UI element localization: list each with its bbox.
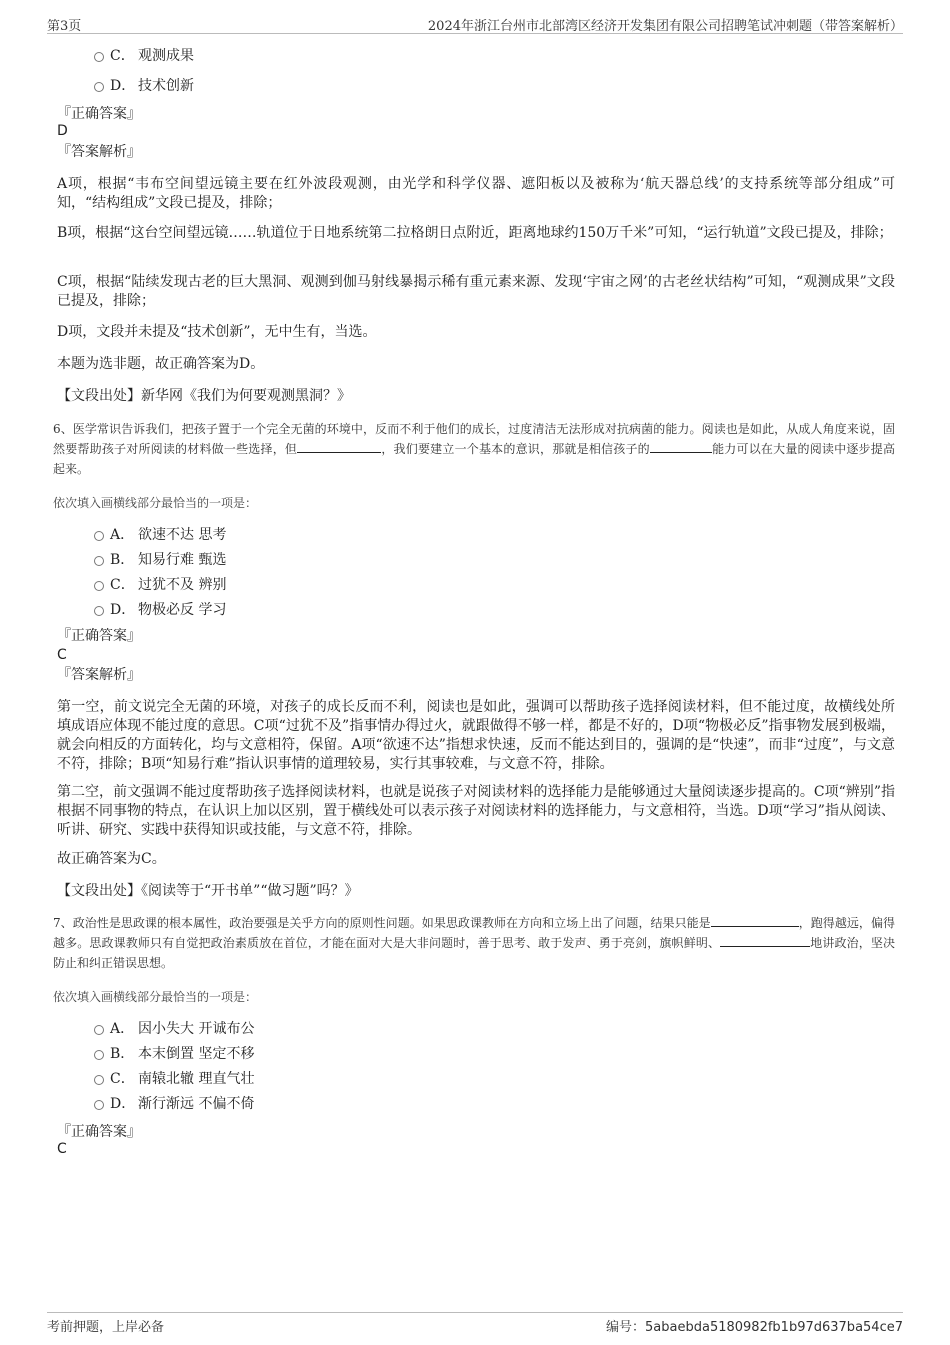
q6-blank-2 bbox=[650, 439, 712, 453]
q5-analysis-a: A项，根据“韦布空间望远镜主要在红外波段观测，由光学和科学仪器、遮阳板以及被称为‘航天器总线’的支持系统等部分组成”可知，“结构组成”文段已提及，排除； bbox=[57, 176, 895, 211]
q6-answer: C bbox=[57, 647, 67, 663]
footer-slogan: 考前押题，上岸必备 bbox=[47, 1320, 165, 1335]
q5-analysis-c: C项，根据“陆续发现古老的巨大黑洞、观测到伽马射线暴揭示稀有重元素来源、发现‘宇宙之网’的古老丝状结构”可知，“观测成果”文段已提及，排除； bbox=[57, 274, 895, 309]
document-code-value: 5abaebda5180982fb1b97d637ba54ce7 bbox=[645, 1320, 903, 1335]
q7-option-d[interactable]: D． 渐行渐远 不偏不倚 bbox=[94, 1094, 254, 1114]
q6-option-a[interactable]: A． 欲速不达 思考 bbox=[94, 525, 226, 545]
q7-option-a[interactable]: A． 因小失大 开诚布公 bbox=[94, 1019, 254, 1039]
q6-option-d[interactable]: D． 物极必反 学习 bbox=[94, 600, 226, 620]
document-title: 2024年浙江台州市北部湾区经济开发集团有限公司招聘笔试冲刺题（带答案解析） bbox=[427, 19, 903, 34]
q5-analysis-b: B项，根据“这台空间望远镜……轨道位于日地系统第二拉格朗日点附近，距离地球约150万千米”可知，“运行轨道”文段已提及，排除； bbox=[57, 225, 893, 241]
radio-icon[interactable] bbox=[94, 1050, 104, 1060]
q6-analysis-second-blank: 第二空，前文强调不能过度帮助孩子选择阅读材料，也就是说孩子对阅读材料的选择能力是能够通过大量阅读逐步提高的。C项“辨别”指根据不同事物的特点，在认识上加以区别，置于横线处可以表示孩子对阅读材料的选择能力，与文意相符，当选。D项“学习”指从阅读、听讲、研究、实践中获得知识或技能，与文意不符，排除。 bbox=[57, 784, 895, 838]
q5-conclusion: 本题为选非题，故正确答案为D。 bbox=[57, 356, 265, 372]
radio-icon[interactable] bbox=[94, 606, 104, 616]
q5-answer: D bbox=[57, 123, 68, 139]
page-number: 第3页 bbox=[47, 19, 82, 34]
radio-icon[interactable] bbox=[94, 1100, 104, 1110]
q5-source: 【文段出处】新华网《我们为何要观测黑洞？》 bbox=[57, 388, 351, 404]
q7-answer-label: 『正确答案』 bbox=[57, 1124, 141, 1140]
q6-stem: 6、医学常识告诉我们，把孩子置于一个完全无菌的环境中，反而不利于他们的成长，过度清洁无法形成对抗病菌的能力。阅读也是如此，从成人角度来说，固然要帮助孩子对所阅读的材料做一些选择，但 ，我们要建立一个基本的意识，那就是相信孩子的 能力可以在大量的阅读中逐步提高起来。 bbox=[53, 422, 895, 476]
q5-analysis-d: D项，文段并未提及“技术创新”，无中生有，当选。 bbox=[57, 324, 377, 340]
radio-icon[interactable] bbox=[94, 531, 104, 541]
q7-blank-2 bbox=[720, 933, 810, 947]
page-header bbox=[47, 13, 903, 34]
radio-icon[interactable] bbox=[94, 1075, 104, 1085]
q6-analysis-label: 『答案解析』 bbox=[57, 667, 141, 683]
radio-icon[interactable] bbox=[94, 581, 104, 591]
radio-icon[interactable] bbox=[94, 556, 104, 566]
q5-analysis-label: 『答案解析』 bbox=[57, 144, 141, 160]
q6-source: 【文段出处】《阅读等于“开书单”“做习题”吗？》 bbox=[57, 883, 359, 899]
page-footer bbox=[47, 1312, 903, 1337]
radio-icon[interactable] bbox=[94, 82, 104, 92]
q7-option-b[interactable]: B． 本末倒置 坚定不移 bbox=[94, 1044, 254, 1064]
q7-answer: C bbox=[57, 1141, 67, 1157]
q7-instruction: 依次填入画横线部分最恰当的一项是： bbox=[53, 990, 258, 1004]
q7-stem: 7、政治性是思政课的根本属性，政治要强是关乎方向的原则性问题。如果思政课教师在方向和立场上出了问题，结果只能是 ，跑得越远，偏得越多。思政课教师只有自觉把政治素质放在首位，才能在面对大是大非问题时，善于思考、敢于发声、勇于亮剑，旗帜鲜明、 地讲政治，坚决防止和纠正错误思想。 bbox=[53, 913, 895, 973]
radio-icon[interactable] bbox=[94, 1025, 104, 1035]
q6-option-b[interactable]: B． 知易行难 甄选 bbox=[94, 550, 226, 570]
q6-instruction: 依次填入画横线部分最恰当的一项是： bbox=[53, 496, 258, 510]
q5-option-d[interactable]: D． 技术创新 bbox=[94, 76, 194, 96]
q5-option-c[interactable]: C． 观测成果 bbox=[94, 46, 194, 66]
document-code: 编号：5abaebda5180982fb1b97d637ba54ce7 bbox=[606, 1320, 903, 1335]
q7-blank-1 bbox=[711, 913, 799, 927]
q6-answer-label: 『正确答案』 bbox=[57, 628, 141, 644]
q6-analysis-first-blank: 第一空，前文说完全无菌的环境，对孩子的成长反而不利，阅读也是如此，强调可以帮助孩子选择阅读材料，但不能过度，故横线处所填成语应体现不能过度的意思。C项“过犹不及”指事情办得过火，就跟做得不够一样，都是不好的，D项“物极必反”指事物发展到极端，就会向相反的方面转化，均与文意相符，保留。A项“欲速不达”指想求快速，反而不能达到目的，强调的是“快速”，而非“过度”，与文意不符，排除；B项“知易行难”指认识事情的道理较易，实行其事较难，与文意不符，排除。 bbox=[57, 699, 895, 772]
q6-conclusion: 故正确答案为C。 bbox=[57, 851, 166, 867]
q6-blank-1 bbox=[297, 439, 381, 453]
radio-icon[interactable] bbox=[94, 52, 104, 62]
q6-option-c[interactable]: C． 过犹不及 辨别 bbox=[94, 575, 226, 595]
q5-answer-label: 『正确答案』 bbox=[57, 106, 141, 122]
q7-option-c[interactable]: C． 南辕北辙 理直气壮 bbox=[94, 1069, 254, 1089]
